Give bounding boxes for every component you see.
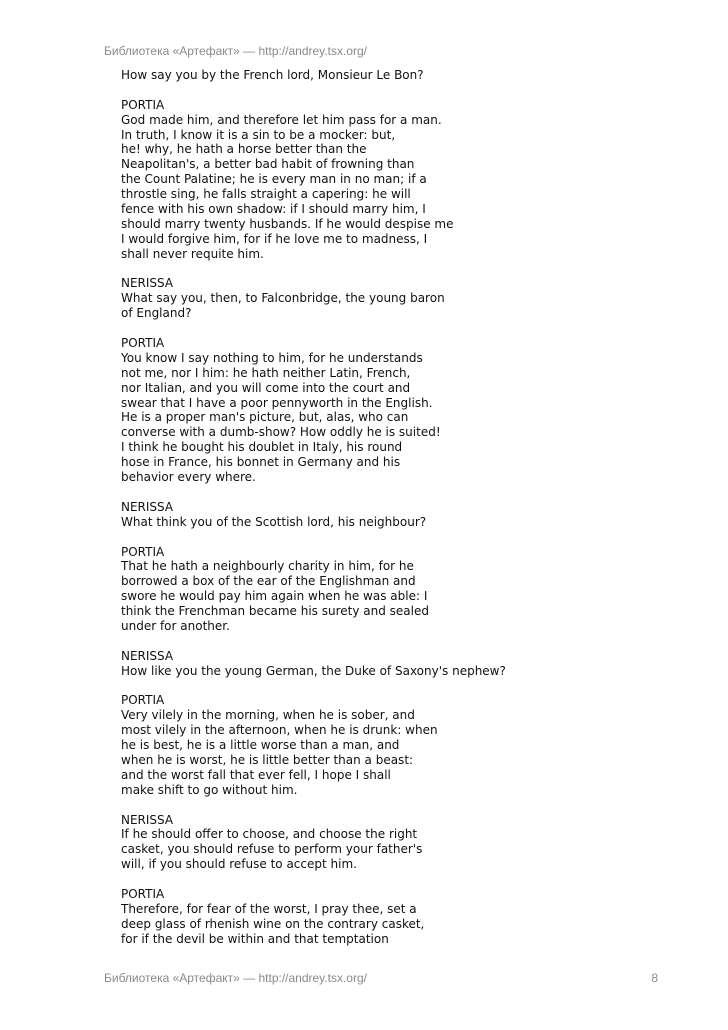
page-number: 8 (651, 971, 658, 985)
text-line: under for another. (121, 618, 230, 633)
text-block (121, 98, 681, 262)
text-line: fence with his own shadow: if I should marry him, I (121, 202, 426, 217)
text-line: borrowed a box of the ear of the Englishman and (121, 574, 416, 589)
text-line: He is a proper man's picture, but, alas, who can (121, 410, 409, 425)
text-line: most vilely in the afternoon, when he is drunk: when (121, 723, 438, 738)
text-line: and the worst fall that ever fell, I hope I shall (121, 767, 391, 782)
speaker-name: PORTIA (121, 544, 165, 559)
text-line: Therefore, for fear of the worst, I pray thee, set a (121, 901, 417, 916)
text-line: behavior every where. (121, 470, 256, 485)
speaker-name: NERISSA (121, 812, 174, 827)
text-line: should marry twenty husbands. If he would despise me (121, 216, 454, 231)
text-line: nor Italian, and you will come into the court and (121, 380, 411, 395)
speaker-name: PORTIA (121, 336, 165, 351)
text-line: think the Frenchman became his surety and sealed (121, 604, 429, 619)
text-line: I think he bought his doublet in Italy, his round (121, 440, 403, 455)
text-line: How say you by the French lord, Monsieur Le Bon? (121, 68, 424, 82)
text-line: How like you the young German, the Duke of Saxony's nephew? (121, 663, 506, 678)
speaker-name: PORTIA (121, 97, 165, 112)
text-line: Neapolitan's, a better bad habit of frowning than (121, 157, 415, 172)
text-block (121, 545, 681, 634)
text-line: What think you of the Scottish lord, his neighbour? (121, 514, 427, 529)
text-line: the Count Palatine; he is every man in no man; if a (121, 172, 427, 187)
text-line: not me, nor I him: he hath neither Latin, French, (121, 365, 411, 380)
speaker-name: NERISSA (121, 648, 174, 663)
text-line: That he hath a neighbourly charity in him, for he (121, 559, 414, 574)
text-line: swear that I have a poor pennyworth in the English. (121, 395, 433, 410)
text-block (121, 813, 681, 873)
text-block (121, 649, 681, 679)
speaker-name: PORTIA (121, 886, 165, 901)
text-line: swore he would pay him again when he was able: I (121, 589, 428, 604)
text-line: throstle sing, he falls straight a capering: he will (121, 187, 411, 202)
text-line: shall never requite him. (121, 246, 264, 261)
text-block (121, 276, 681, 321)
speaker-name: NERISSA (121, 499, 174, 514)
text-line: I would forgive him, for if he love me to madness, I (121, 231, 428, 246)
text-line: he is best, he is a little worse than a man, and (121, 738, 400, 753)
text-line: You know I say nothing to him, for he understands (121, 350, 423, 365)
text-block (121, 336, 681, 485)
page-footer: Библиотека «Артефакт» — http://andrey.tsx.org/ (104, 971, 367, 985)
speaker-name: NERISSA (121, 276, 174, 291)
text-line: Very vilely in the morning, when he is sober, and (121, 708, 415, 723)
play-text (121, 68, 681, 961)
text-line: of England? (121, 306, 192, 321)
text-line: casket, you should refuse to perform your father's (121, 842, 423, 857)
text-block (121, 887, 681, 947)
text-line: What say you, then, to Falconbridge, the young baron (121, 291, 445, 306)
text-line: make shift to go without him. (121, 782, 298, 797)
text-line: when he is worst, he is little better than a beast: (121, 752, 414, 767)
text-line: for if the devil be within and that temptation (121, 931, 389, 946)
page-header: Библиотека «Артефакт» — http://andrey.tsx.org/ (104, 44, 367, 58)
text-line: In truth, I know it is a sin to be a mocker: but, (121, 127, 396, 142)
text-line: If he should offer to choose, and choose the right (121, 827, 418, 842)
text-line: God made him, and therefore let him pass for a man. (121, 112, 442, 127)
text-line: converse with a dumb-show? How oddly he is suited! (121, 425, 441, 440)
text-line: deep glass of rhenish wine on the contrary casket, (121, 916, 425, 931)
speaker-name: PORTIA (121, 693, 165, 708)
text-block (121, 693, 681, 797)
text-line: will, if you should refuse to accept him. (121, 857, 357, 872)
text-line: he! why, he hath a horse better than the (121, 142, 367, 157)
text-line: hose in France, his bonnet in Germany and his (121, 455, 401, 470)
text-block (121, 500, 681, 530)
text-block (121, 68, 681, 83)
